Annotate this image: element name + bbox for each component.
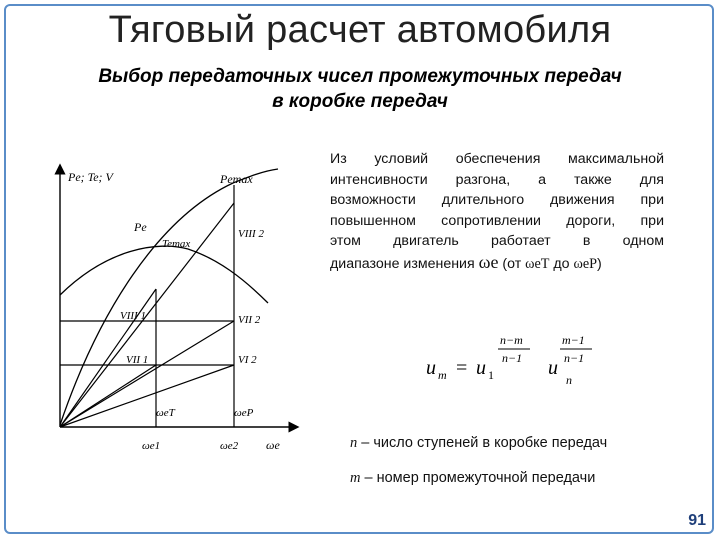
description-paragraph bbox=[330, 149, 664, 274]
label-x-axis: ωe bbox=[266, 438, 280, 452]
label-v-ii1: VII 1 bbox=[126, 354, 149, 366]
gear-ray-3 bbox=[60, 203, 234, 427]
formula-rhs-exp-num: m−1 bbox=[562, 333, 585, 347]
formula-equals: = bbox=[456, 357, 468, 379]
label-v-iii2: VIII 2 bbox=[238, 228, 264, 240]
slide-subtitle-line-1: Выбор передаточных чисел промежуточных передач bbox=[98, 66, 622, 87]
label-v-iii1: VIII 1 bbox=[120, 310, 146, 322]
torque-curve bbox=[60, 246, 268, 303]
traction-diagram bbox=[48, 163, 304, 463]
formula-svg bbox=[420, 330, 620, 390]
label-y-axis: Pe; Te; V bbox=[68, 170, 113, 184]
omega-e-symbol: ωe bbox=[478, 251, 499, 272]
formula-base: u bbox=[476, 357, 486, 379]
note-n: n – число ступеней в коробке передач bbox=[350, 435, 608, 451]
label-we2: ωe2 bbox=[220, 440, 239, 452]
label-pemax: Pemax bbox=[220, 172, 253, 186]
formula-exp-num: n−m bbox=[500, 333, 523, 347]
formula-rhs-base: u bbox=[548, 357, 558, 379]
formula-rhs-sub: n bbox=[566, 373, 572, 387]
description-line-6: диапазоне изменения ωe (от ωeT до ωeP) bbox=[330, 251, 602, 272]
gear-ray-0 bbox=[60, 365, 156, 427]
label-v-ii2: VII 2 bbox=[238, 314, 261, 326]
label-weP: ωeP bbox=[234, 407, 254, 419]
label-weT: ωeT bbox=[156, 407, 175, 419]
label-temax: Temax bbox=[162, 238, 191, 250]
label-v-12: VI 2 bbox=[238, 354, 257, 366]
label-pe: Pe bbox=[134, 220, 147, 234]
formula-lhs-sub: m bbox=[438, 368, 447, 382]
description-line-3: возможности длительного движения при bbox=[330, 192, 664, 208]
slide-title: Тяговый расчет автомобиля bbox=[108, 9, 612, 51]
label-we1: ωe1 bbox=[142, 440, 161, 452]
power-curve bbox=[60, 169, 278, 425]
page-number: 91 bbox=[688, 512, 706, 529]
description-line-5: этом двигатель работает в одном bbox=[330, 233, 664, 249]
description-line-2: интенсивности разгона, а также для bbox=[330, 171, 664, 188]
formula-lhs: u bbox=[426, 357, 436, 379]
slide-subtitle-line-2: в коробке передач bbox=[272, 91, 448, 112]
traction-diagram-svg bbox=[48, 163, 304, 463]
formula-rhs-exp-den: n−1 bbox=[564, 351, 585, 365]
description-line-4: повышенном сопротивлении дороги, при bbox=[330, 212, 664, 229]
note-m: m – номер промежуточной передачи bbox=[350, 470, 596, 486]
formula-exp-den: n−1 bbox=[502, 351, 523, 365]
gear-ratio-formula bbox=[420, 330, 620, 390]
formula-base-sub: 1 bbox=[488, 368, 494, 382]
description-line-1: Из условий обеспечения максимальной bbox=[330, 151, 664, 167]
